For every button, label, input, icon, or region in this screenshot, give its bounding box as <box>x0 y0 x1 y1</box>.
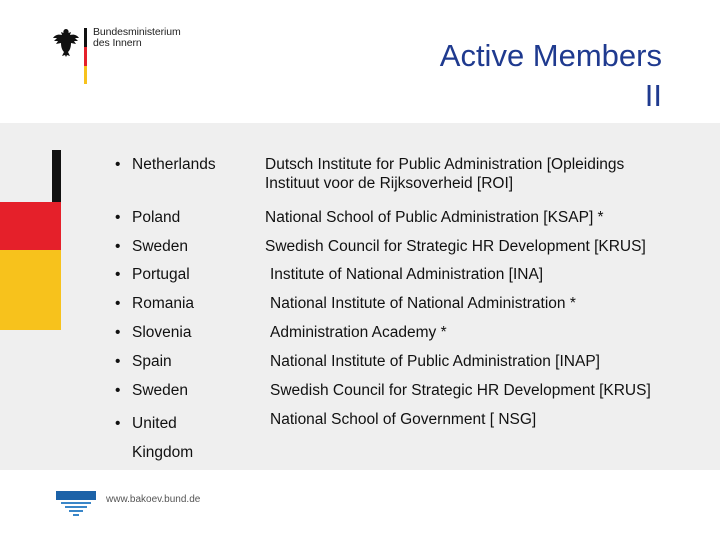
bakoev-logo-icon <box>55 490 97 520</box>
german-flag-bar <box>84 28 87 84</box>
member-institution: National Institute of National Administration * <box>270 295 576 312</box>
member-country: • Slovenia <box>115 323 255 342</box>
member-country: • Netherlands <box>115 155 255 174</box>
member-institution: National Institute of Public Administration [INAP] <box>270 353 600 370</box>
flag-stripe-gold <box>0 250 61 330</box>
member-institution: Swedish Council for Strategic HR Development [KRUS] <box>265 238 646 255</box>
member-institution: Dutsch Institute for Public Administration [Opleidings Instituut voor de Rijksoverheid [ROI] <box>265 156 625 192</box>
member-country: • Poland <box>115 208 255 227</box>
member-institution: Swedish Council for Strategic HR Development [KRUS] <box>270 382 651 399</box>
federal-eagle-icon <box>52 26 80 58</box>
flag-stripe-red <box>0 202 61 250</box>
member-country: • Spain <box>115 352 255 371</box>
member-country: • Portugal <box>115 265 255 284</box>
member-country: • Sweden <box>115 237 255 256</box>
ministry-name: Bundesministerium des Innern <box>93 26 181 49</box>
slide-title: Active Members II <box>439 38 662 113</box>
member-institution: National School of Public Administration [KSAP] * <box>265 209 604 226</box>
member-institution: Institute of National Administration [INA] <box>270 266 544 283</box>
member-institution: National School of Government [ NSG] <box>270 411 537 428</box>
member-country: • Sweden <box>115 381 255 400</box>
member-country: • Romania <box>115 294 255 313</box>
flag-stripe-black <box>52 150 61 202</box>
member-institution: Administration Academy * <box>270 324 447 341</box>
footer-url: www.bakoev.bund.de <box>106 494 201 505</box>
member-country: • United Kingdom <box>115 409 255 467</box>
ministry-logo <box>52 26 192 86</box>
